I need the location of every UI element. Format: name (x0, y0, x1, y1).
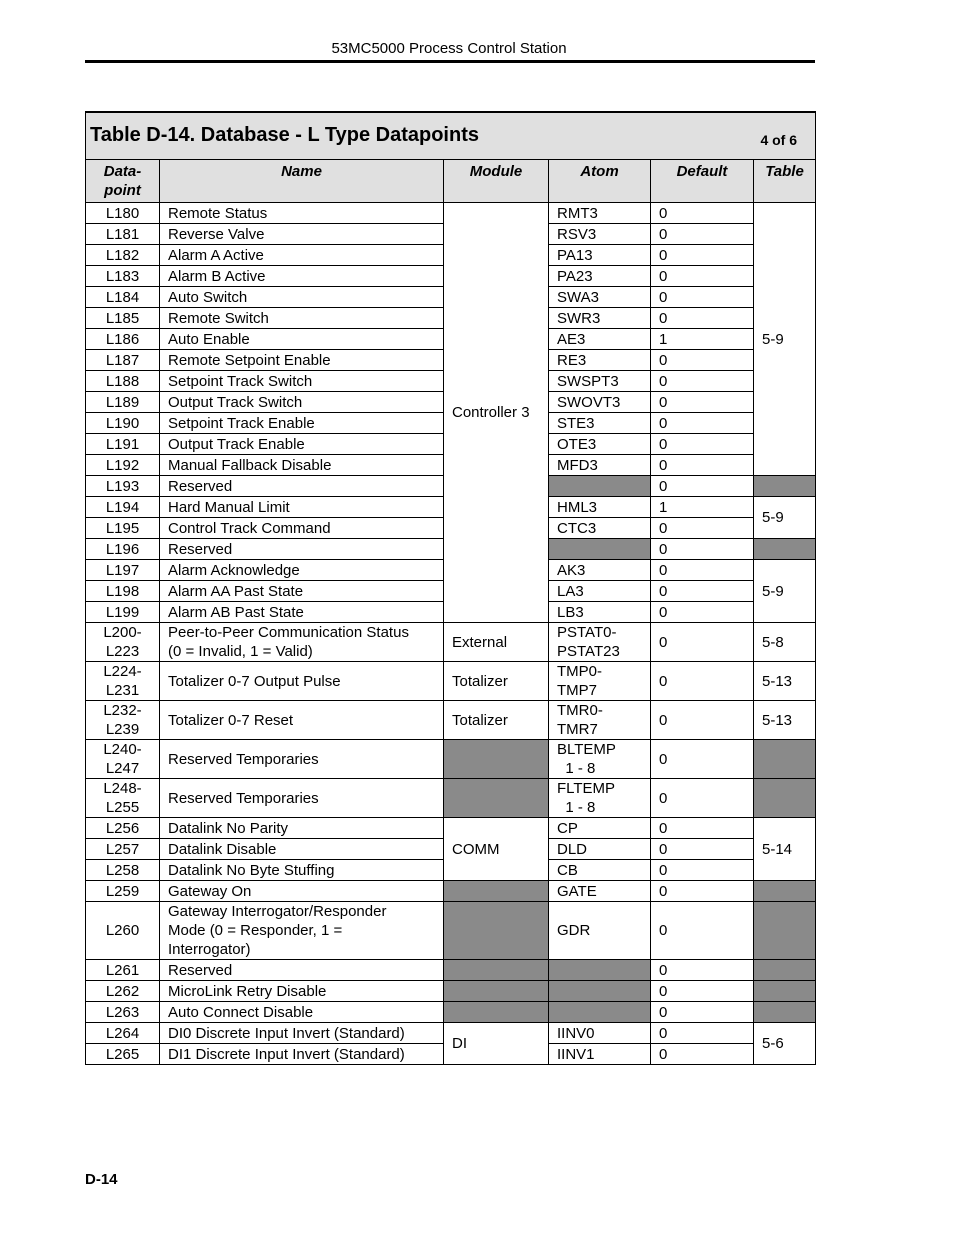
atom-cell: STE3 (549, 413, 651, 434)
default-cell: 0 (651, 518, 754, 539)
default-cell: 0 (651, 902, 754, 960)
name-cell: Reserved Temporaries (160, 779, 444, 818)
table-row (86, 881, 816, 902)
datapoint-cell: L259 (86, 881, 160, 902)
default-cell: 0 (651, 701, 754, 740)
column-header-atom: Atom (549, 160, 651, 203)
datapoint-cell: L240- L247 (86, 740, 160, 779)
atom-cell: RMT3 (549, 203, 651, 224)
datapoint-cell: L256 (86, 818, 160, 839)
name-cell: Auto Enable (160, 329, 444, 350)
name-cell: Gateway Interrogator/Responder Mode (0 = Responder, 1 = Interrogator) (160, 902, 444, 960)
table-ref-cell: 5-14 (754, 818, 816, 881)
module-cell (444, 1002, 549, 1023)
atom-cell: PA23 (549, 266, 651, 287)
datapoint-cell: L232- L239 (86, 701, 160, 740)
name-cell: DI1 Discrete Input Invert (Standard) (160, 1044, 444, 1065)
datapoint-cell: L190 (86, 413, 160, 434)
table-row (86, 1002, 816, 1023)
module-cell (444, 902, 549, 960)
datapoint-cell: L196 (86, 539, 160, 560)
default-cell: 0 (651, 476, 754, 497)
atom-cell: PSTAT0- PSTAT23 (549, 623, 651, 662)
atom-cell: SWR3 (549, 308, 651, 329)
table-row (86, 818, 816, 839)
module-cell (444, 779, 549, 818)
default-cell: 0 (651, 1002, 754, 1023)
default-cell: 0 (651, 581, 754, 602)
default-cell: 1 (651, 497, 754, 518)
datapoint-cell: L264 (86, 1023, 160, 1044)
atom-cell: TMP0- TMP7 (549, 662, 651, 701)
atom-cell: AK3 (549, 560, 651, 581)
table-ref-cell (754, 902, 816, 960)
table-ref-cell (754, 779, 816, 818)
name-cell: Auto Switch (160, 287, 444, 308)
atom-cell: GATE (549, 881, 651, 902)
datapoint-cell: L193 (86, 476, 160, 497)
datapoint-cell: L224- L231 (86, 662, 160, 701)
default-cell: 0 (651, 308, 754, 329)
atom-cell: MFD3 (549, 455, 651, 476)
name-cell: Totalizer 0-7 Output Pulse (160, 662, 444, 701)
atom-cell: RE3 (549, 350, 651, 371)
column-header-module: Module (444, 160, 549, 203)
module-cell (444, 981, 549, 1002)
table-ref-cell (754, 476, 816, 497)
name-cell: Datalink Disable (160, 839, 444, 860)
column-header-row (86, 160, 816, 203)
module-cell: Totalizer (444, 701, 549, 740)
default-cell: 0 (651, 245, 754, 266)
default-cell: 0 (651, 371, 754, 392)
datapoint-cell: L191 (86, 434, 160, 455)
atom-cell: LA3 (549, 581, 651, 602)
name-cell: Output Track Switch (160, 392, 444, 413)
atom-cell: DLD (549, 839, 651, 860)
column-header-table: Table (754, 160, 816, 203)
default-cell: 0 (651, 266, 754, 287)
name-cell: Reserved (160, 960, 444, 981)
table-ref-cell (754, 981, 816, 1002)
name-cell: Reserved (160, 476, 444, 497)
atom-cell (549, 1002, 651, 1023)
default-cell: 0 (651, 392, 754, 413)
name-cell: Alarm B Active (160, 266, 444, 287)
default-cell: 0 (651, 981, 754, 1002)
atom-cell: GDR (549, 902, 651, 960)
name-cell: Reverse Valve (160, 224, 444, 245)
atom-cell: CB (549, 860, 651, 881)
datapoint-cell: L189 (86, 392, 160, 413)
atom-cell: SWA3 (549, 287, 651, 308)
table-row (86, 701, 816, 740)
datapoint-cell: L198 (86, 581, 160, 602)
atom-cell: OTE3 (549, 434, 651, 455)
default-cell: 0 (651, 860, 754, 881)
table-row (86, 1023, 816, 1044)
module-cell: Totalizer (444, 662, 549, 701)
datapoint-cell: L200- L223 (86, 623, 160, 662)
atom-cell (549, 981, 651, 1002)
datapoint-cell: L197 (86, 560, 160, 581)
name-cell: Reserved (160, 539, 444, 560)
atom-cell: SWOVT3 (549, 392, 651, 413)
name-cell: Reserved Temporaries (160, 740, 444, 779)
module-cell: External (444, 623, 549, 662)
table-ref-cell: 5-9 (754, 497, 816, 539)
name-cell: Setpoint Track Enable (160, 413, 444, 434)
datapoint-cell: L199 (86, 602, 160, 623)
datapoint-cell: L188 (86, 371, 160, 392)
column-header-name: Name (160, 160, 444, 203)
datapoint-cell: L181 (86, 224, 160, 245)
name-cell: Alarm A Active (160, 245, 444, 266)
name-cell: Alarm AA Past State (160, 581, 444, 602)
table-row (86, 902, 816, 960)
default-cell: 0 (651, 779, 754, 818)
page-number: D-14 (85, 1171, 118, 1188)
datapoint-cell: L187 (86, 350, 160, 371)
default-cell: 0 (651, 960, 754, 981)
datapoint-cell: L195 (86, 518, 160, 539)
default-cell: 0 (651, 455, 754, 476)
datapoint-cell: L185 (86, 308, 160, 329)
datapoint-cell: L192 (86, 455, 160, 476)
table-ref-cell (754, 1002, 816, 1023)
table-row (86, 203, 816, 224)
name-cell: Auto Connect Disable (160, 1002, 444, 1023)
default-cell: 0 (651, 662, 754, 701)
name-cell: Remote Switch (160, 308, 444, 329)
module-cell: COMM (444, 818, 549, 881)
atom-cell: IINV1 (549, 1044, 651, 1065)
table-ref-cell (754, 539, 816, 560)
atom-cell: IINV0 (549, 1023, 651, 1044)
name-cell: Remote Setpoint Enable (160, 350, 444, 371)
table-ref-cell: 5-8 (754, 623, 816, 662)
atom-cell: PA13 (549, 245, 651, 266)
column-header-datapoint: Data- point (86, 160, 160, 203)
table-ref-cell: 5-13 (754, 662, 816, 701)
table-ref-cell (754, 881, 816, 902)
datapoint-cell: L258 (86, 860, 160, 881)
name-cell: Hard Manual Limit (160, 497, 444, 518)
default-cell: 0 (651, 203, 754, 224)
atom-cell: FLTEMP 1 - 8 (549, 779, 651, 818)
table-ref-cell: 5-9 (754, 560, 816, 623)
table-page-indicator: 4 of 6 (760, 132, 798, 148)
module-cell: Controller 3 (444, 203, 549, 623)
datapoint-table-container (85, 111, 815, 1065)
module-cell (444, 960, 549, 981)
name-cell: Peer-to-Peer Communication Status (0 = Invalid, 1 = Valid) (160, 623, 444, 662)
table-ref-cell: 5-13 (754, 701, 816, 740)
column-header-default: Default (651, 160, 754, 203)
datapoint-cell: L261 (86, 960, 160, 981)
atom-cell: TMR0- TMR7 (549, 701, 651, 740)
default-cell: 0 (651, 434, 754, 455)
datapoint-cell: L262 (86, 981, 160, 1002)
atom-cell (549, 476, 651, 497)
default-cell: 0 (651, 413, 754, 434)
datapoint-cell: L263 (86, 1002, 160, 1023)
table-row (86, 960, 816, 981)
name-cell: MicroLink Retry Disable (160, 981, 444, 1002)
table-body (86, 203, 816, 1065)
atom-cell (549, 539, 651, 560)
module-cell: DI (444, 1023, 549, 1065)
datapoint-cell: L248- L255 (86, 779, 160, 818)
default-cell: 0 (651, 539, 754, 560)
datapoint-cell: L186 (86, 329, 160, 350)
atom-cell: CP (549, 818, 651, 839)
default-cell: 0 (651, 623, 754, 662)
name-cell: Control Track Command (160, 518, 444, 539)
name-cell: Output Track Enable (160, 434, 444, 455)
default-cell: 0 (651, 1044, 754, 1065)
table-ref-cell (754, 960, 816, 981)
header-rule (85, 60, 815, 63)
atom-cell: RSV3 (549, 224, 651, 245)
running-header: 53MC5000 Process Control Station (331, 40, 567, 57)
datapoint-cell: L184 (86, 287, 160, 308)
datapoint-cell: L260 (86, 902, 160, 960)
module-cell (444, 881, 549, 902)
atom-cell: SWSPT3 (549, 371, 651, 392)
default-cell: 0 (651, 740, 754, 779)
datapoint-cell: L183 (86, 266, 160, 287)
name-cell: Manual Fallback Disable (160, 455, 444, 476)
table-ref-cell (754, 740, 816, 779)
default-cell: 0 (651, 350, 754, 371)
module-cell (444, 740, 549, 779)
default-cell: 0 (651, 1023, 754, 1044)
name-cell: Setpoint Track Switch (160, 371, 444, 392)
table-caption (86, 112, 816, 160)
name-cell: Totalizer 0-7 Reset (160, 701, 444, 740)
default-cell: 1 (651, 329, 754, 350)
datapoint-cell: L194 (86, 497, 160, 518)
default-cell: 0 (651, 287, 754, 308)
default-cell: 0 (651, 839, 754, 860)
datapoint-cell: L180 (86, 203, 160, 224)
default-cell: 0 (651, 602, 754, 623)
atom-cell: BLTEMP 1 - 8 (549, 740, 651, 779)
table-ref-cell: 5-6 (754, 1023, 816, 1065)
datapoint-table (85, 111, 816, 1065)
table-row (86, 740, 816, 779)
table-row (86, 981, 816, 1002)
table-row (86, 779, 816, 818)
default-cell: 0 (651, 818, 754, 839)
name-cell: Alarm Acknowledge (160, 560, 444, 581)
atom-cell: HML3 (549, 497, 651, 518)
name-cell: Datalink No Byte Stuffing (160, 860, 444, 881)
datapoint-cell: L182 (86, 245, 160, 266)
atom-cell: AE3 (549, 329, 651, 350)
atom-cell (549, 960, 651, 981)
default-cell: 0 (651, 224, 754, 245)
name-cell: DI0 Discrete Input Invert (Standard) (160, 1023, 444, 1044)
default-cell: 0 (651, 881, 754, 902)
default-cell: 0 (651, 560, 754, 581)
name-cell: Remote Status (160, 203, 444, 224)
table-title: Table D-14. Database - L Type Datapoints (90, 124, 479, 146)
datapoint-cell: L257 (86, 839, 160, 860)
table-row (86, 662, 816, 701)
datapoint-cell: L265 (86, 1044, 160, 1065)
table-ref-cell: 5-9 (754, 203, 816, 476)
name-cell: Gateway On (160, 881, 444, 902)
table-row (86, 623, 816, 662)
atom-cell: CTC3 (549, 518, 651, 539)
name-cell: Alarm AB Past State (160, 602, 444, 623)
atom-cell: LB3 (549, 602, 651, 623)
name-cell: Datalink No Parity (160, 818, 444, 839)
